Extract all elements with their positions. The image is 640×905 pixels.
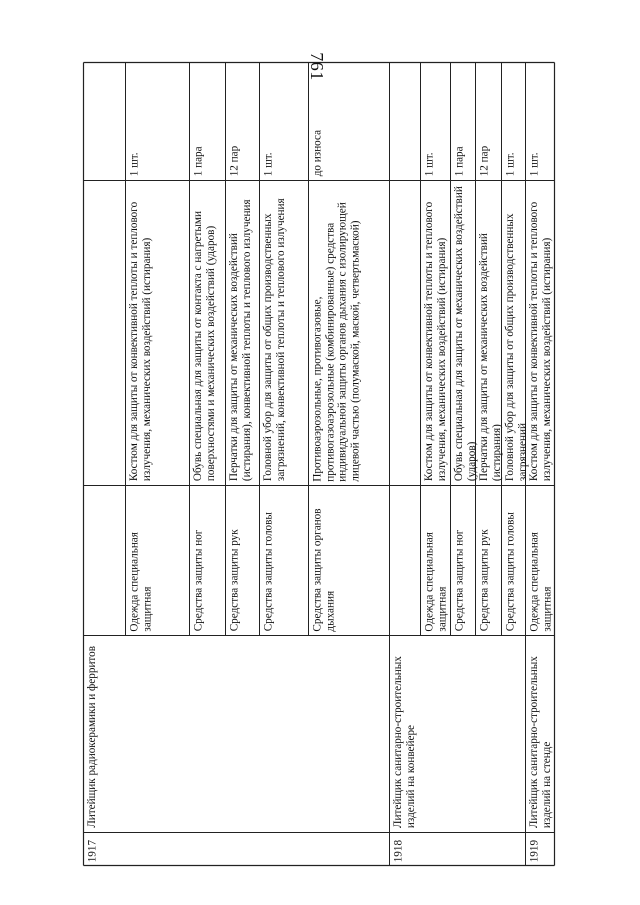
ppe-type — [475, 485, 501, 635]
ppe-type-text: Средства защиты головы — [262, 511, 275, 631]
row-code — [525, 832, 555, 866]
row-code — [83, 832, 123, 866]
profession-name — [83, 635, 131, 832]
issue-norm-text: 1 шт. — [504, 151, 517, 176]
ppe-name — [225, 180, 259, 485]
ppe-type — [308, 485, 389, 635]
ppe-name — [125, 180, 189, 485]
ppe-name-text: Обувь специальная для защиты от контакта с нагретыми поверхностями и механических воздействий (ударов) — [191, 211, 217, 482]
issue-norm-text: 1 шт. — [423, 151, 436, 176]
ppe-type-text: Средства защиты рук — [478, 528, 491, 631]
ppe-type — [420, 485, 450, 635]
profession-name-text: Литейщик санитарно-строительных изделий на стенде — [527, 656, 553, 829]
profession-name — [525, 635, 555, 832]
ppe-name — [525, 180, 555, 485]
ppe-type-text: Средства защиты ног — [192, 529, 205, 631]
ppe-type — [225, 485, 259, 635]
issue-norm-text: 12 пар — [478, 145, 491, 176]
profession-name-text: Литейщик санитарно-строительных изделий на конвейере — [391, 656, 417, 829]
ppe-name-text: Костюм для защиты от конвективной теплоты и теплового излучения, механических воздействий (истирания) — [422, 201, 448, 482]
issue-norm-text: 12 пар — [228, 145, 241, 176]
ppe-name — [450, 180, 478, 485]
ppe-type-text: Одежда специальная защитная — [527, 531, 553, 632]
issue-norm — [125, 62, 189, 180]
ppe-type — [501, 485, 525, 635]
ppe-type-text: Одежда специальная защитная — [422, 531, 448, 632]
ppe-type-text: Средства защиты органов дыхания — [310, 507, 336, 632]
ppe-type — [450, 485, 475, 635]
issue-norm-text: 1 шт. — [528, 151, 541, 176]
ppe-type — [189, 485, 225, 635]
issue-norm — [259, 62, 308, 180]
row-code-text: 1917 — [86, 839, 99, 862]
ppe-name — [501, 180, 529, 485]
issue-norm-text: до износа — [311, 129, 324, 176]
ppe-name — [475, 180, 501, 485]
row-code-text: 1919 — [528, 839, 541, 862]
profession-name — [389, 635, 437, 832]
issue-norm — [450, 62, 475, 180]
issue-norm — [420, 62, 450, 180]
issue-norm — [475, 62, 501, 180]
ppe-name-text: Головной убор для защиты от общих производственных загрязнений — [503, 213, 529, 482]
ppe-name — [189, 180, 225, 485]
ppe-type-text: Средства защиты головы — [504, 511, 517, 631]
ppe-name-text: Костюм для защиты от конвективной теплоты и теплового излучения, механических воздействий (истирания) — [527, 201, 553, 482]
ppe-type — [259, 485, 308, 635]
ppe-name-text: Головной убор для защиты от общих производственных загрязнений, конвективной теплоты и теплового излучения — [261, 198, 287, 482]
issue-norm-text: 1 шт. — [128, 151, 141, 176]
issue-norm — [501, 62, 525, 180]
ppe-type-text: Одежда специальная защитная — [127, 531, 153, 632]
row-code — [389, 832, 429, 866]
ppe-name — [308, 180, 389, 485]
issue-norm-text: 1 пара — [192, 145, 205, 176]
issue-norm — [525, 62, 555, 180]
ppe-name-text: Костюм для защиты от конвективной теплоты и теплового излучения, механических воздействий (истирания) — [127, 201, 153, 482]
ppe-name-text: Обувь специальная для защиты от механических воздействий (ударов) — [452, 186, 478, 482]
ppe-name-text: Перчатки для защиты от механических воздействий (истирания), конвективной теплоты и теплового излучения — [227, 199, 253, 482]
ppe-name — [420, 180, 450, 485]
issue-norm-text: 1 пара — [453, 145, 466, 176]
ppe-name-text: Противоаэрозольные, противогазовые, противогазоаэрозольные (комбинированные) средства индивидуальной защиты органов дыхания с изолирующей лицевой частью (полумаской, маской, четвертьмаской) — [310, 201, 361, 482]
ppe-type-text: Средства защиты рук — [228, 528, 241, 631]
issue-norm-text: 1 шт. — [262, 151, 275, 176]
issue-norm — [225, 62, 259, 180]
page-number-text: 761 — [306, 51, 327, 81]
ppe-name-text: Перчатки для защиты от механических воздействий (истирания) — [477, 233, 503, 482]
ppe-type-text: Средства защиты ног — [453, 529, 466, 631]
ppe-type — [525, 485, 555, 635]
ppe-name — [259, 180, 308, 485]
profession-name-text: Литейщик радиокерамики и ферритов — [86, 645, 99, 828]
ppe-type — [125, 485, 189, 635]
issue-norm — [189, 62, 225, 180]
row-code-text: 1918 — [392, 839, 405, 862]
issue-norm — [308, 62, 389, 180]
ppe-norms-table — [83, 62, 555, 866]
